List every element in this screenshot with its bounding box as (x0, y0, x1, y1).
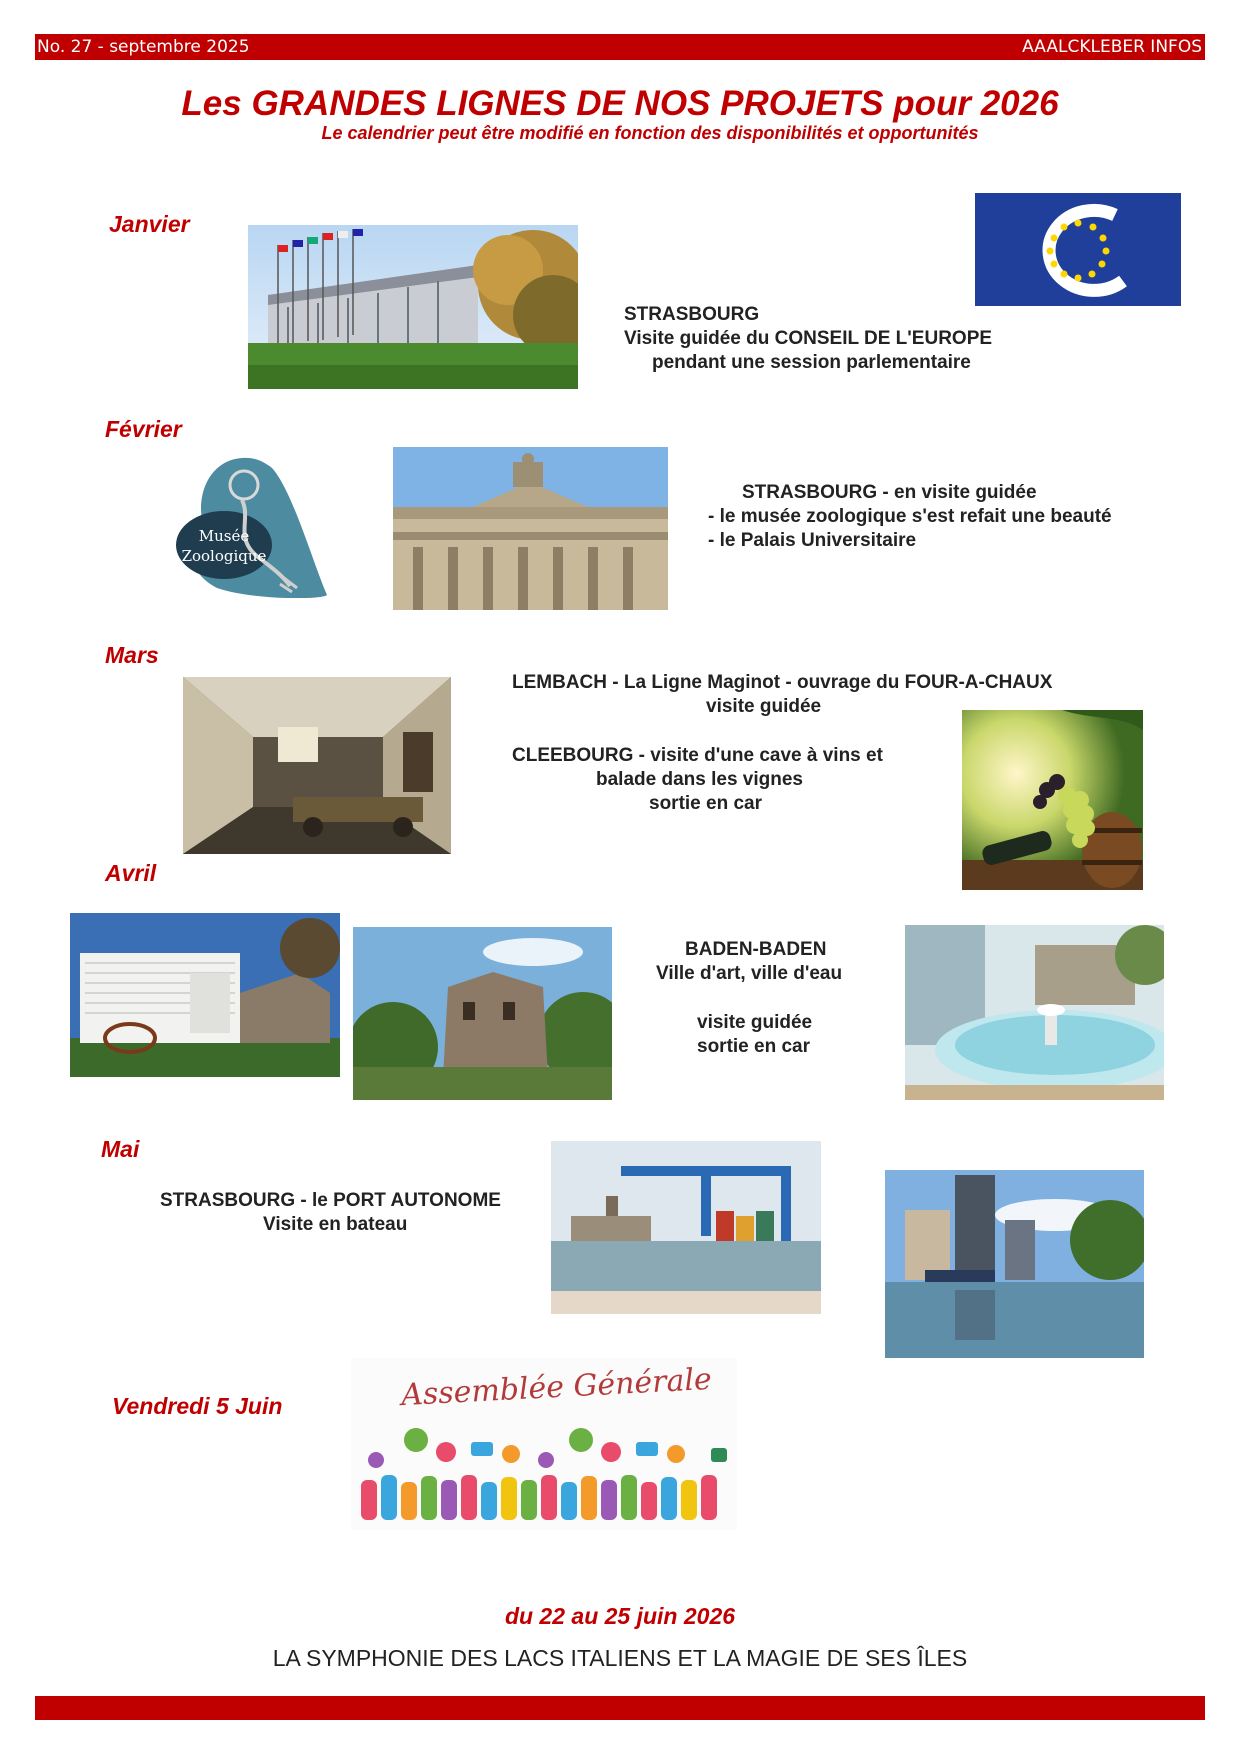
port-autonome-crane-photo (551, 1141, 821, 1314)
palais-universitaire-photo (393, 447, 668, 610)
month-janvier: Janvier (109, 211, 190, 237)
month-avril: Avril (105, 860, 157, 886)
avril-city: BADEN-BADEN (685, 939, 827, 960)
musee-zoologique-logo (172, 450, 332, 598)
thermal-bath-photo (905, 925, 1164, 1100)
janvier-detail: pendant une session parlementaire (652, 352, 971, 373)
fevrier-item-palais: - le Palais Universitaire (708, 530, 917, 551)
avril-transport: sortie en car (697, 1036, 810, 1057)
month-mars: Mars (105, 642, 159, 668)
mai-destination: STRASBOURG - le PORT AUTONOME (160, 1190, 501, 1211)
publication-name: AAALCKLEBER INFOS (1022, 37, 1202, 57)
page-subtitle: Le calendrier peut être modifié en fonction des disponibilités et opportunités (321, 123, 979, 143)
voyage-title: LA SYMPHONIE DES LACS ITALIENS ET LA MAGIE DE SES ÎLES (272, 1645, 968, 1671)
avril-tagline: Ville d'art, ville d'eau (656, 963, 843, 984)
ligne-maginot-tunnel-photo (183, 677, 451, 854)
banner-title: Assemblée Générale (400, 1361, 713, 1414)
page-title: Les GRANDES LIGNES DE NOS PROJETS pour 2026 (181, 84, 1059, 123)
janvier-city: STRASBOURG (624, 304, 760, 325)
header-bar (35, 34, 1205, 60)
council-of-europe-photo (248, 225, 578, 389)
mars-cleebourg: CLEEBOURG - visite d'une cave à vins et (512, 745, 883, 766)
raised-hands-illustration (351, 1420, 737, 1530)
assemblee-generale-banner (351, 1358, 737, 1530)
month-mai: Mai (101, 1136, 140, 1162)
museum-frieder-burda-photo (70, 913, 340, 1077)
mars-transport: sortie en car (649, 793, 762, 814)
mai-visit: Visite en bateau (263, 1214, 408, 1235)
mars-lembach: LEMBACH - La Ligne Maginot - ouvrage du FOUR-A-CHAUX (512, 672, 1053, 693)
wine-grapes-photo (962, 710, 1143, 890)
month-juin: Vendredi 5 Juin (112, 1393, 283, 1419)
baden-baden-castle-photo (353, 927, 612, 1100)
footer-bar (35, 1696, 1205, 1720)
mars-lembach-visit: visite guidée (706, 696, 822, 717)
mars-cleebourg-walk: balade dans les vignes (596, 769, 803, 790)
fevrier-item-museum: - le musée zoologique s'est refait une beauté (708, 506, 1112, 527)
issue-label: No. 27 - septembre 2025 (37, 37, 250, 57)
port-canal-photo (885, 1170, 1144, 1358)
fevrier-city: STRASBOURG - en visite guidée (742, 482, 1037, 503)
avril-visit: visite guidée (697, 1012, 813, 1033)
janvier-visit: Visite guidée du CONSEIL DE L'EUROPE (624, 328, 993, 349)
voyage-dates: du 22 au 25 juin 2026 (504, 1603, 736, 1629)
council-of-europe-logo (975, 193, 1181, 306)
month-fevrier: Février (105, 416, 182, 442)
logo-text-musee: Musée (198, 527, 250, 545)
logo-text-zoologique: Zoologique (181, 547, 267, 565)
